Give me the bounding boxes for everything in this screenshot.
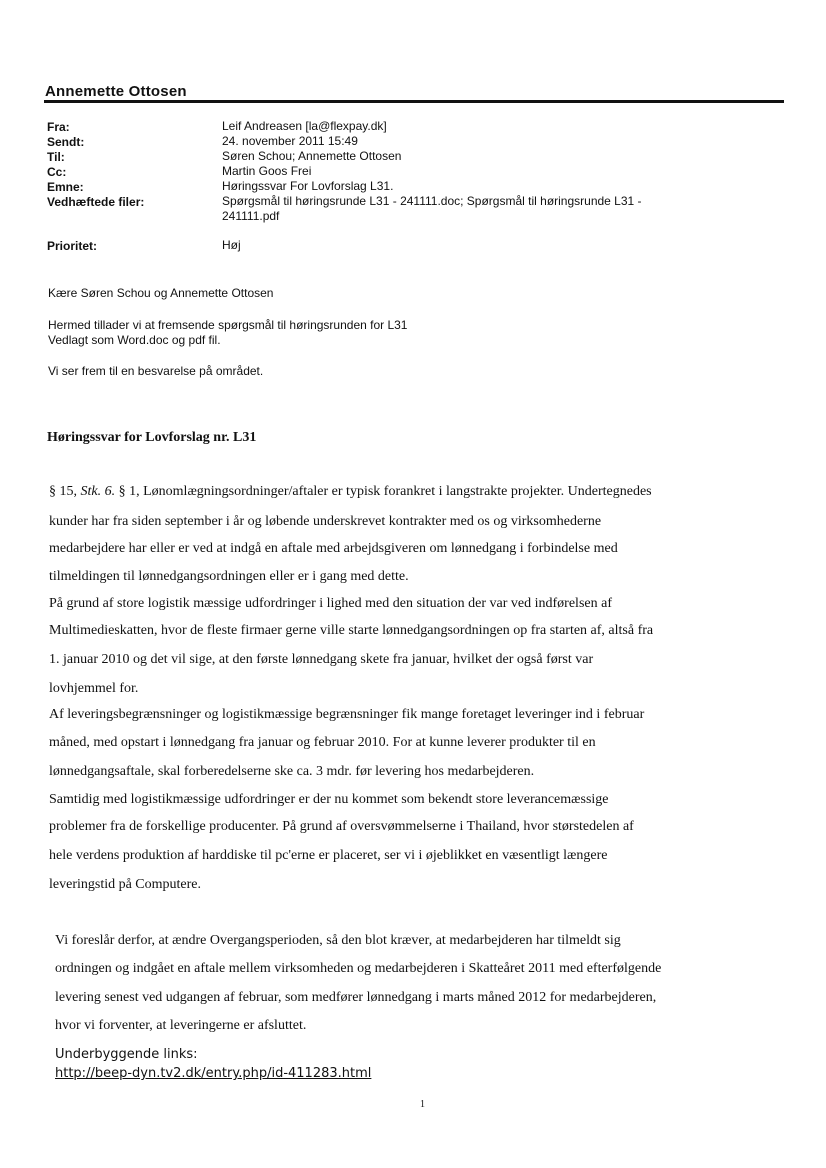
- paragraph-line: måned, med opstart i lønnedgang fra januar og februar 2010. For at kunne leverer produkter til en: [49, 735, 596, 750]
- letter-title: Høringssvar for Lovforslag nr. L31: [47, 430, 257, 445]
- links-label: Underbyggende links:: [55, 1047, 198, 1062]
- paragraph-line: 1. januar 2010 og det vil sige, at den første lønnedgang skete fra januar, hvilket der også først var: [49, 652, 594, 667]
- sent-label: Sendt:: [47, 135, 85, 149]
- subject-label: Emne:: [47, 180, 84, 194]
- body-line: Vi ser frem til en besvarelse på området.: [48, 364, 264, 378]
- header-rule: [44, 100, 784, 103]
- paragraph-line: lønnedgangsaftale, skal forberedelserne ske ca. 3 mdr. før levering hos medarbejderen.: [49, 764, 535, 779]
- paragraph-line: hele verdens produktion af harddiske til pc'erne er placeret, ser vi i øjeblikket en væsentligt længere: [49, 848, 608, 863]
- paragraph-line: problemer fra de forskellige producenter. På grund af oversvømmelserne i Thailand, hvor størstedelen af: [49, 819, 634, 834]
- cc-value: Martin Goos Frei: [222, 164, 312, 178]
- paragraph-line: På grund af store logistik mæssige udfordringer i lighed med den situation der var ved indførelsen af: [49, 596, 612, 611]
- paragraph-line: leveringstid på Computere.: [49, 877, 202, 892]
- cc-label: Cc:: [47, 165, 67, 179]
- to-value: Søren Schou; Annemette Ottosen: [222, 149, 402, 163]
- sent-value: 24. november 2011 15:49: [222, 134, 358, 148]
- attachments-value-cont[interactable]: 241111.pdf: [222, 209, 280, 223]
- paragraph-line: Af leveringsbegrænsninger og logistikmæssige begrænsninger fik mange foretaget leveringer ind i februar: [49, 707, 645, 722]
- greeting: Kære Søren Schou og Annemette Ottosen: [48, 286, 274, 300]
- from-label: Fra:: [47, 120, 70, 134]
- paragraph-line: tilmeldingen til lønnedgangsordningen eller er i gang med dette.: [49, 569, 409, 584]
- paragraph-line: ordningen og indgået en aftale mellem virksomheden og medarbejderen i Skatteåret 2011 med efterfølgende: [55, 961, 662, 976]
- subject-value: Høringssvar For Lovforslag L31.: [222, 179, 394, 193]
- paragraph-line: hvor vi forventer, at leveringerne er afsluttet.: [55, 1018, 307, 1033]
- priority-label: Prioritet:: [47, 239, 98, 253]
- paragraph-line: Samtidig med logistikmæssige udfordringer er der nu kommet som bekendt store leverancemæssige: [49, 792, 609, 807]
- paragraph-line: levering senest ved udgangen af februar, som medfører lønnedgang i marts måned 2012 for medarbejderen,: [55, 990, 657, 1005]
- body-line: Hermed tillader vi at fremsende spørgsmål til høringsrunden for L31: [48, 318, 408, 332]
- paragraph-line: medarbejdere har eller er ved at indgå en aftale med arbejdsgiveren om lønnedgang i forbindelse med: [49, 541, 618, 556]
- from-value: Leif Andreasen [la@flexpay.dk]: [222, 119, 387, 133]
- paragraph-text: § 1, Lønomlægningsordninger/aftaler er typisk forankret i langstrakte projekter. Undertegnedes: [115, 484, 652, 499]
- paragraph-line: lovhjemmel for.: [49, 681, 139, 696]
- paragraph-line: Vi foreslår derfor, at ændre Overgangsperioden, så den blot kræver, at medarbejderen har tilmeldt sig: [55, 933, 621, 948]
- body-line: Vedlagt som Word.doc og pdf fil.: [48, 333, 221, 347]
- priority-value: Høj: [222, 238, 241, 252]
- section-ref: § 15,: [49, 484, 81, 499]
- to-label: Til:: [47, 150, 65, 164]
- section-stk: Stk. 6.: [80, 484, 116, 499]
- paragraph-line: kunder har fra siden september i år og løbende underskrevet kontrakter med os og virksomhederne: [49, 514, 602, 529]
- attachments-value[interactable]: Spørgsmål til høringsrunde L31 - 241111.doc; Spørgsmål til høringsrunde L31 -: [222, 194, 642, 208]
- attachments-label: Vedhæftede filer:: [47, 195, 145, 209]
- paragraph-line: Multimedieskatten, hvor de fleste firmaer gerne ville starte lønnedgangsordningen op fra starten af, altså fra: [49, 623, 654, 638]
- paragraph-line: [49, 483, 789, 501]
- sender-name: Annemette Ottosen: [45, 83, 187, 100]
- page-number: 1: [420, 1099, 425, 1110]
- reference-link[interactable]: http://beep-dyn.tv2.dk/entry.php/id-411283.html: [55, 1066, 372, 1081]
